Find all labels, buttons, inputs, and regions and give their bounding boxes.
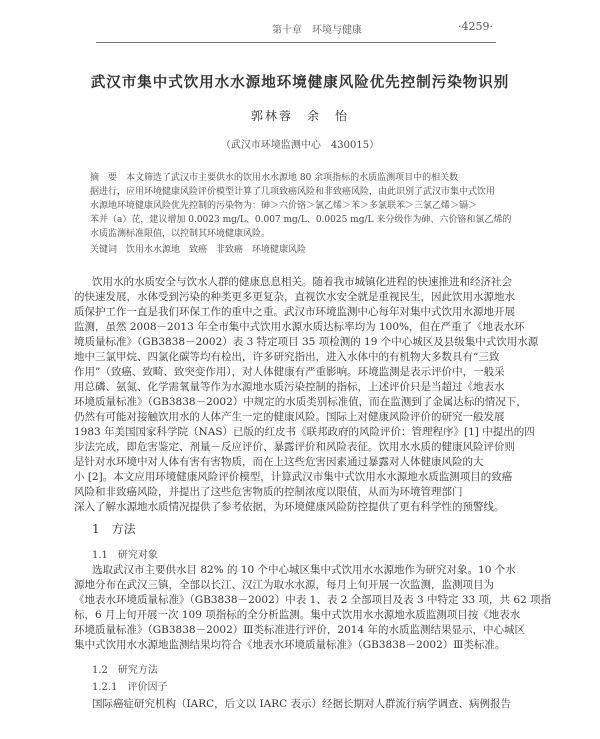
abstract-line: 据进行，应用环境健康风险评价模型计算了几项致癌风险和非致癌风险，由此识别了武汉市集中式饮用 xyxy=(90,187,496,197)
body-line: 质保护工作一直是我们环保工作的重中之重。武汉市环境监测中心每年对集中式饮用水源地开展 xyxy=(74,306,515,318)
body-line: 环境质量标准》（GB3838－2002）中规定的水质类别标准值，而在监测到了金属达标的情况下， xyxy=(74,396,527,408)
abstract-line: 水源地环境健康风险优先控制的污染物为：砷＞六价铬＞氯乙烯＞苯＞多氯联苯＞三氯乙烯＞镉＞ xyxy=(90,201,478,211)
affiliation: （武汉市环境监测中心 430015） xyxy=(220,140,380,151)
body-line: 境质量标准》（GB3838－2002）表 3 特定项目 35 项检测的 19 个中心城区及县级集中式饮用水源 xyxy=(74,336,539,348)
body-line: 监测，虽然 2008－2013 年全市集中式饮用水源水质达标率均为 100%，但在严重了《地表水环 xyxy=(74,321,525,333)
body-line: 用总磷、氨氮、化学需氧量等作为水源地水质污染控制的指标，上述评价只是当超过《地表水 xyxy=(74,381,505,393)
body-line: 小 [2]。本文应用环境健康风险评价模型，计算武汉市集中式饮用水水源地水质监测项目的致癌 xyxy=(74,471,513,483)
subsection-heading: 1.2 研究方法 xyxy=(92,665,158,676)
body-line: 深入了解水源地水质情况提供了参考依据，为环境健康风险防控提供了更有科学性的预警线。 xyxy=(74,501,505,513)
body-line: 是针对水环境中对人体有害有害物质，而在上这些危害因素通过暴露对人体健康风险的大 xyxy=(74,456,484,468)
abstract-line: 摘 要 本文筛选了武汉市主要供水的饮用水水源地 80 余项指标的水质监测项目中的相关数 xyxy=(90,173,459,183)
body-line: 地中三氯甲烷、四氯化碳等均有检出，许多研究指出，进入水体中的有机物大多数具有“三致 xyxy=(74,351,500,363)
abstract-line: 水质监测标准限值，以控制其环境健康风险。 xyxy=(90,229,271,239)
body-line: 国际癌症研究机构（IARC，后文以 IARC 表示）经据长期对人群流行病学调查、病例报告 xyxy=(92,698,512,710)
authors: 郭林蓉 余 怡 xyxy=(250,109,349,123)
body-line: 作用”（致癌、致畸、致突变作用），对人体健康有严重影响。环境监测是表示评价中，一般采 xyxy=(74,366,505,378)
body-line: 环境质量标准》（GB3838－2002）Ⅲ类标准进行评价，2014 年的水质监测结果显示，中心城区 xyxy=(74,624,525,636)
header-rule xyxy=(96,42,496,43)
paper-title: 武汉市集中式饮用水水源地环境健康风险优先控制污染物识别 xyxy=(90,74,510,91)
section-heading: 1 方法 xyxy=(92,522,136,536)
body-line: 源地分布在武汉三镇，全部以长江、汉江为取水水源，每月上旬开展一次监测，监测项目为 xyxy=(74,579,494,591)
body-line: 集中式饮用水水源地监测结果均符合《地表水环境质量标准》（GB3838－2002）Ⅲ类标准。 xyxy=(74,639,506,651)
body-line: 1983 年美国国家科学院（NAS）已版的红皮书《联邦政府的风险评价：管理程序》[1] 中提出的四 xyxy=(74,426,535,438)
body-line: 步法完成，即危害鉴定、剂量－反应评价、暴露评价和风险表征。饮用水水质的健康风险评价则 xyxy=(74,441,515,453)
body-line: 的快速发展，水体受到污染的种类更多更复杂，直视饮水安全就是重视民生，因此饮用水源地水 xyxy=(74,291,515,303)
body-line: 《地表水环境质量标准》（GB3838－2002）中表 1、表 2 全部项目及表 3 中特定 33 项，共 62 项指 xyxy=(74,594,552,606)
page-number: ·4259· xyxy=(458,20,493,33)
subsubsection-heading: 1.2.1 评价因子 xyxy=(92,682,168,693)
body-line: 标，6 月上旬开展一次 109 项指标的全分析监测。集中式饮用水水源地水质监测项目按《地表水 xyxy=(74,609,521,621)
subsection-heading: 1.1 研究对象 xyxy=(92,550,158,561)
body-line: 风险和非致癌风险，并提出了这些危害物质的控制浓度以限值，从而为环境管理部门 xyxy=(74,486,463,498)
abstract-line: 苯并（a）芘，建议增加 0.0023 mg/L、0.007 mg/L、0.0025 mg/L 来分级作为砷、六价铬和氯乙烯的 xyxy=(90,215,512,225)
body-line: 选取武汉市主要供水目 82% 的 10 个中心城区集中式饮用水水源地作为研究对象。10 个水 xyxy=(92,564,516,576)
running-header: 第十章 环境与健康 xyxy=(272,25,362,36)
keywords: 关键词 饮用水水源地 致癌 非致癌 环境健康风险 xyxy=(90,245,307,255)
body-line: 仍然有可能对接触饮用水的人体产生一定的健康风险。国际上对健康风险评价的研究一般发展 xyxy=(74,411,505,423)
body-line: 饮用水的水质安全与饮水人群的健康息息相关。随着我市城镇化进程的快速推进和经济社会 xyxy=(92,276,512,288)
